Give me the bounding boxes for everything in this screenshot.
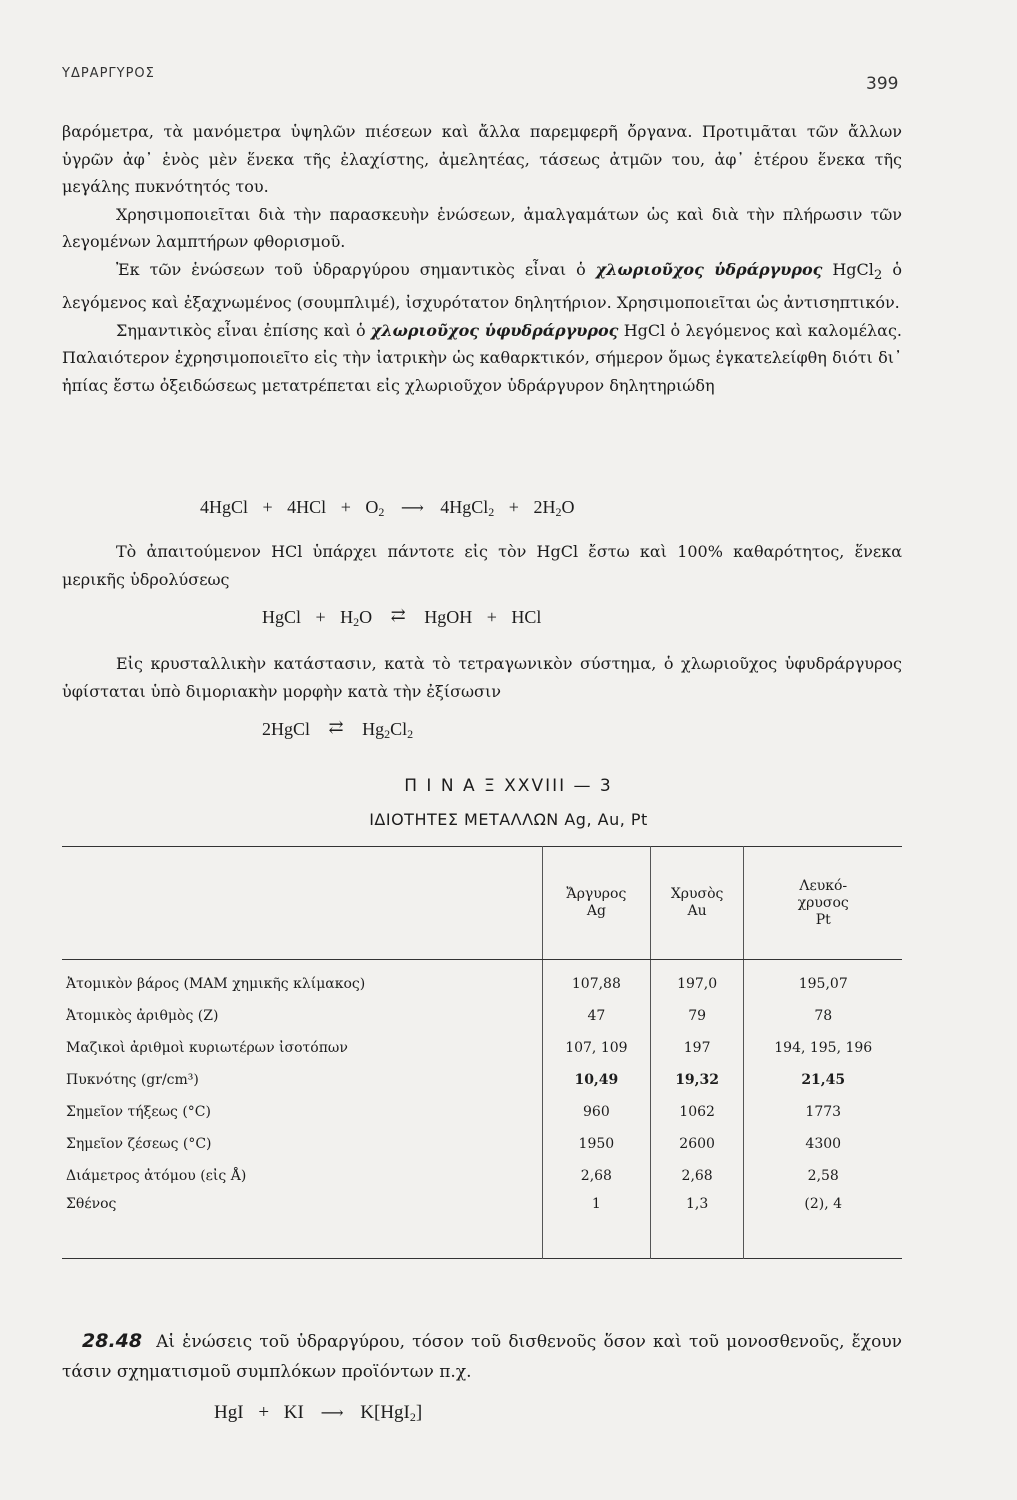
equation-hydrolysis: HgCl + $H_2O$ ⇄ HgOH + HCl: [262, 605, 542, 629]
formula-hgcl2: HgCl$_2$: [832, 259, 883, 283]
header-empty: [62, 847, 543, 960]
equilibrium-arrow: ⇄: [328, 717, 344, 737]
header-gold: Χρυσὸς Au: [650, 847, 744, 960]
paragraph-5: Τὸ ἀπαιτούμενον HCl ὑπάρχει πάντοτε εἰς τὸν HgCl ἔστω καὶ 100% καθαρότητος, ἕνεκα μερικῆς ὑδρολύσεως: [62, 542, 902, 589]
section-number: 28.48: [82, 1330, 143, 1352]
paragraph-3-start: Ἐκ τῶν ἑνώσεων τοῦ ὑδραργύρου σημαντικὸς εἶναι ὁ: [116, 259, 596, 279]
running-head: ΥΔΡΑΡΓΥΡΟΣ: [62, 66, 155, 81]
body-text-mid: [62, 538, 902, 593]
header-platinum: Λευκό-χρυσος Pt: [744, 847, 902, 960]
reaction-arrow: ⟶: [400, 500, 424, 517]
page-number: 399: [866, 74, 899, 94]
table-row: Σημεῖον ζέσεως (°C) 1950 2600 4300: [62, 1128, 902, 1160]
paragraph-4-end: HgCl ὁ λεγόμενος καὶ καλομέλας. Παλαιότερον ἐχρησιμοποιεῖτο εἰς τὴν ἰατρικὴν ὡς καθαρκτικόν, σήμερον ὅμως ἐγκατελείφθη διότι δι᾽ ἠπίας ἔστω ὀξειδώσεως μετατρέπεται εἰς χλωριοῦχον ὑδράργυρον δηλητηριώδη: [62, 320, 903, 395]
table-row: Ἀτομικὸς ἀριθμὸς (Ζ) 47 79 78: [62, 1000, 902, 1032]
table-title: Π Ι Ν Α Ξ XXVIII — 3: [404, 776, 613, 796]
table-subtitle: ΙΔΙΟΤΗΤΕΣ ΜΕΤΑΛΛΩΝ Ag, Au, Pt: [369, 810, 648, 829]
table-row: Μαζικοὶ ἀριθμοὶ κυριωτέρων ἰσοτόπων 107, 109 197 194, 195, 196: [62, 1032, 902, 1064]
table-row: Σθένος 1 1,3 (2), 4: [62, 1192, 902, 1259]
section-28-48: [62, 1326, 902, 1387]
header-silver: Ἄργυρος Ag: [543, 847, 651, 960]
table-row: Ἀτομικὸν βάρος (ΜΑΜ χημικῆς κλίμακος) 107,88 197,0 195,07: [62, 960, 902, 1001]
term-mercuric-chloride: χλωριοῦχος ὑδράργυρος: [595, 259, 823, 279]
paragraph-3: [62, 256, 902, 317]
equation-complex: HgI + KI ⟶ K[HgI$_2$]: [214, 1402, 423, 1424]
body-text-top: [62, 118, 902, 399]
paragraph-4: [62, 317, 902, 400]
equilibrium-arrow: ⇄: [390, 605, 406, 625]
table-row: Διάμετρος ἀτόμου (εἰς Å) 2,68 2,68 2,58: [62, 1160, 902, 1192]
paragraph-3-end: ὁ λεγόμενος καὶ ἐξαχνωμένος (σουμπλιμέ), ἰσχυρότατον δηλητήριον. Χρησιμοποιεῖται ὡς ἀντισηπτικόν.: [62, 259, 902, 313]
paragraph-4-start: Σημαντικὸς εἶναι ἐπίσης καὶ ὁ: [116, 320, 371, 340]
paragraph-6: Εἰς κρυσταλλικὴν κατάστασιν, κατὰ τὸ τετραγωνικὸν σύστημα, ὁ χλωριοῦχος ὑφυδράργυρος ὑφίσταται ὑπὸ διμοριακὴν μορφὴν κατὰ τὴν ἐξίσωσιν: [62, 654, 902, 701]
table-row: Πυκνότης (gr/cm³) 10,49 19,32 21,45: [62, 1064, 902, 1096]
table-row: Σημεῖον τήξεως (°C) 960 1062 1773: [62, 1096, 902, 1128]
body-text-crystal: [62, 650, 902, 705]
reaction-arrow: ⟶: [320, 1405, 344, 1422]
equation-oxidation: 4HgCl + $4HCl + O_2$ ⟶ 4HgCl$_2$ + $2H_2O$: [200, 497, 575, 519]
equation-dimer: 2HgCl ⇄ $Hg_2Cl_2$: [262, 717, 414, 741]
paragraph-2: Χρησιμοποιεῖται διὰ τὴν παρασκευὴν ἑνώσεων, ἀμαλγαμάτων ὡς καὶ διὰ τὴν πλήρωσιν τῶν λεγομένων λαμπτήρων φθορισμοῦ.: [62, 204, 902, 251]
table-header-row: [62, 847, 902, 960]
term-mercurous-chloride: χλωριοῦχος ὑφυδράργυρος: [370, 320, 619, 340]
paragraph-7: 28.48 Αἱ ἑνώσεις τοῦ ὑδραργύρου, τόσον τοῦ δισθενοῦς ὅσον καὶ τοῦ μονοσθενοῦς, ἔχουν τάσιν σχηματισμοῦ συμπλόκων προϊόντων π.χ.: [62, 1330, 902, 1382]
paragraph-1: βαρόμετρα, τὰ μανόμετρα ὑψηλῶν πιέσεων καὶ ἄλλα παρεμφερῆ ὄργανα. Προτιμᾶται τῶν ἄλλων ὑγρῶν ἀφ᾽ ἑνὸς μὲν ἕνεκα τῆς ἐλαχίστης, ἀμελητέας, τάσεως ἀτμῶν του, ἀφ᾽ ἑτέρου ἕνεκα τῆς μεγάλης πυκνότητός του.: [62, 122, 902, 196]
metal-properties-table: [62, 846, 902, 1259]
